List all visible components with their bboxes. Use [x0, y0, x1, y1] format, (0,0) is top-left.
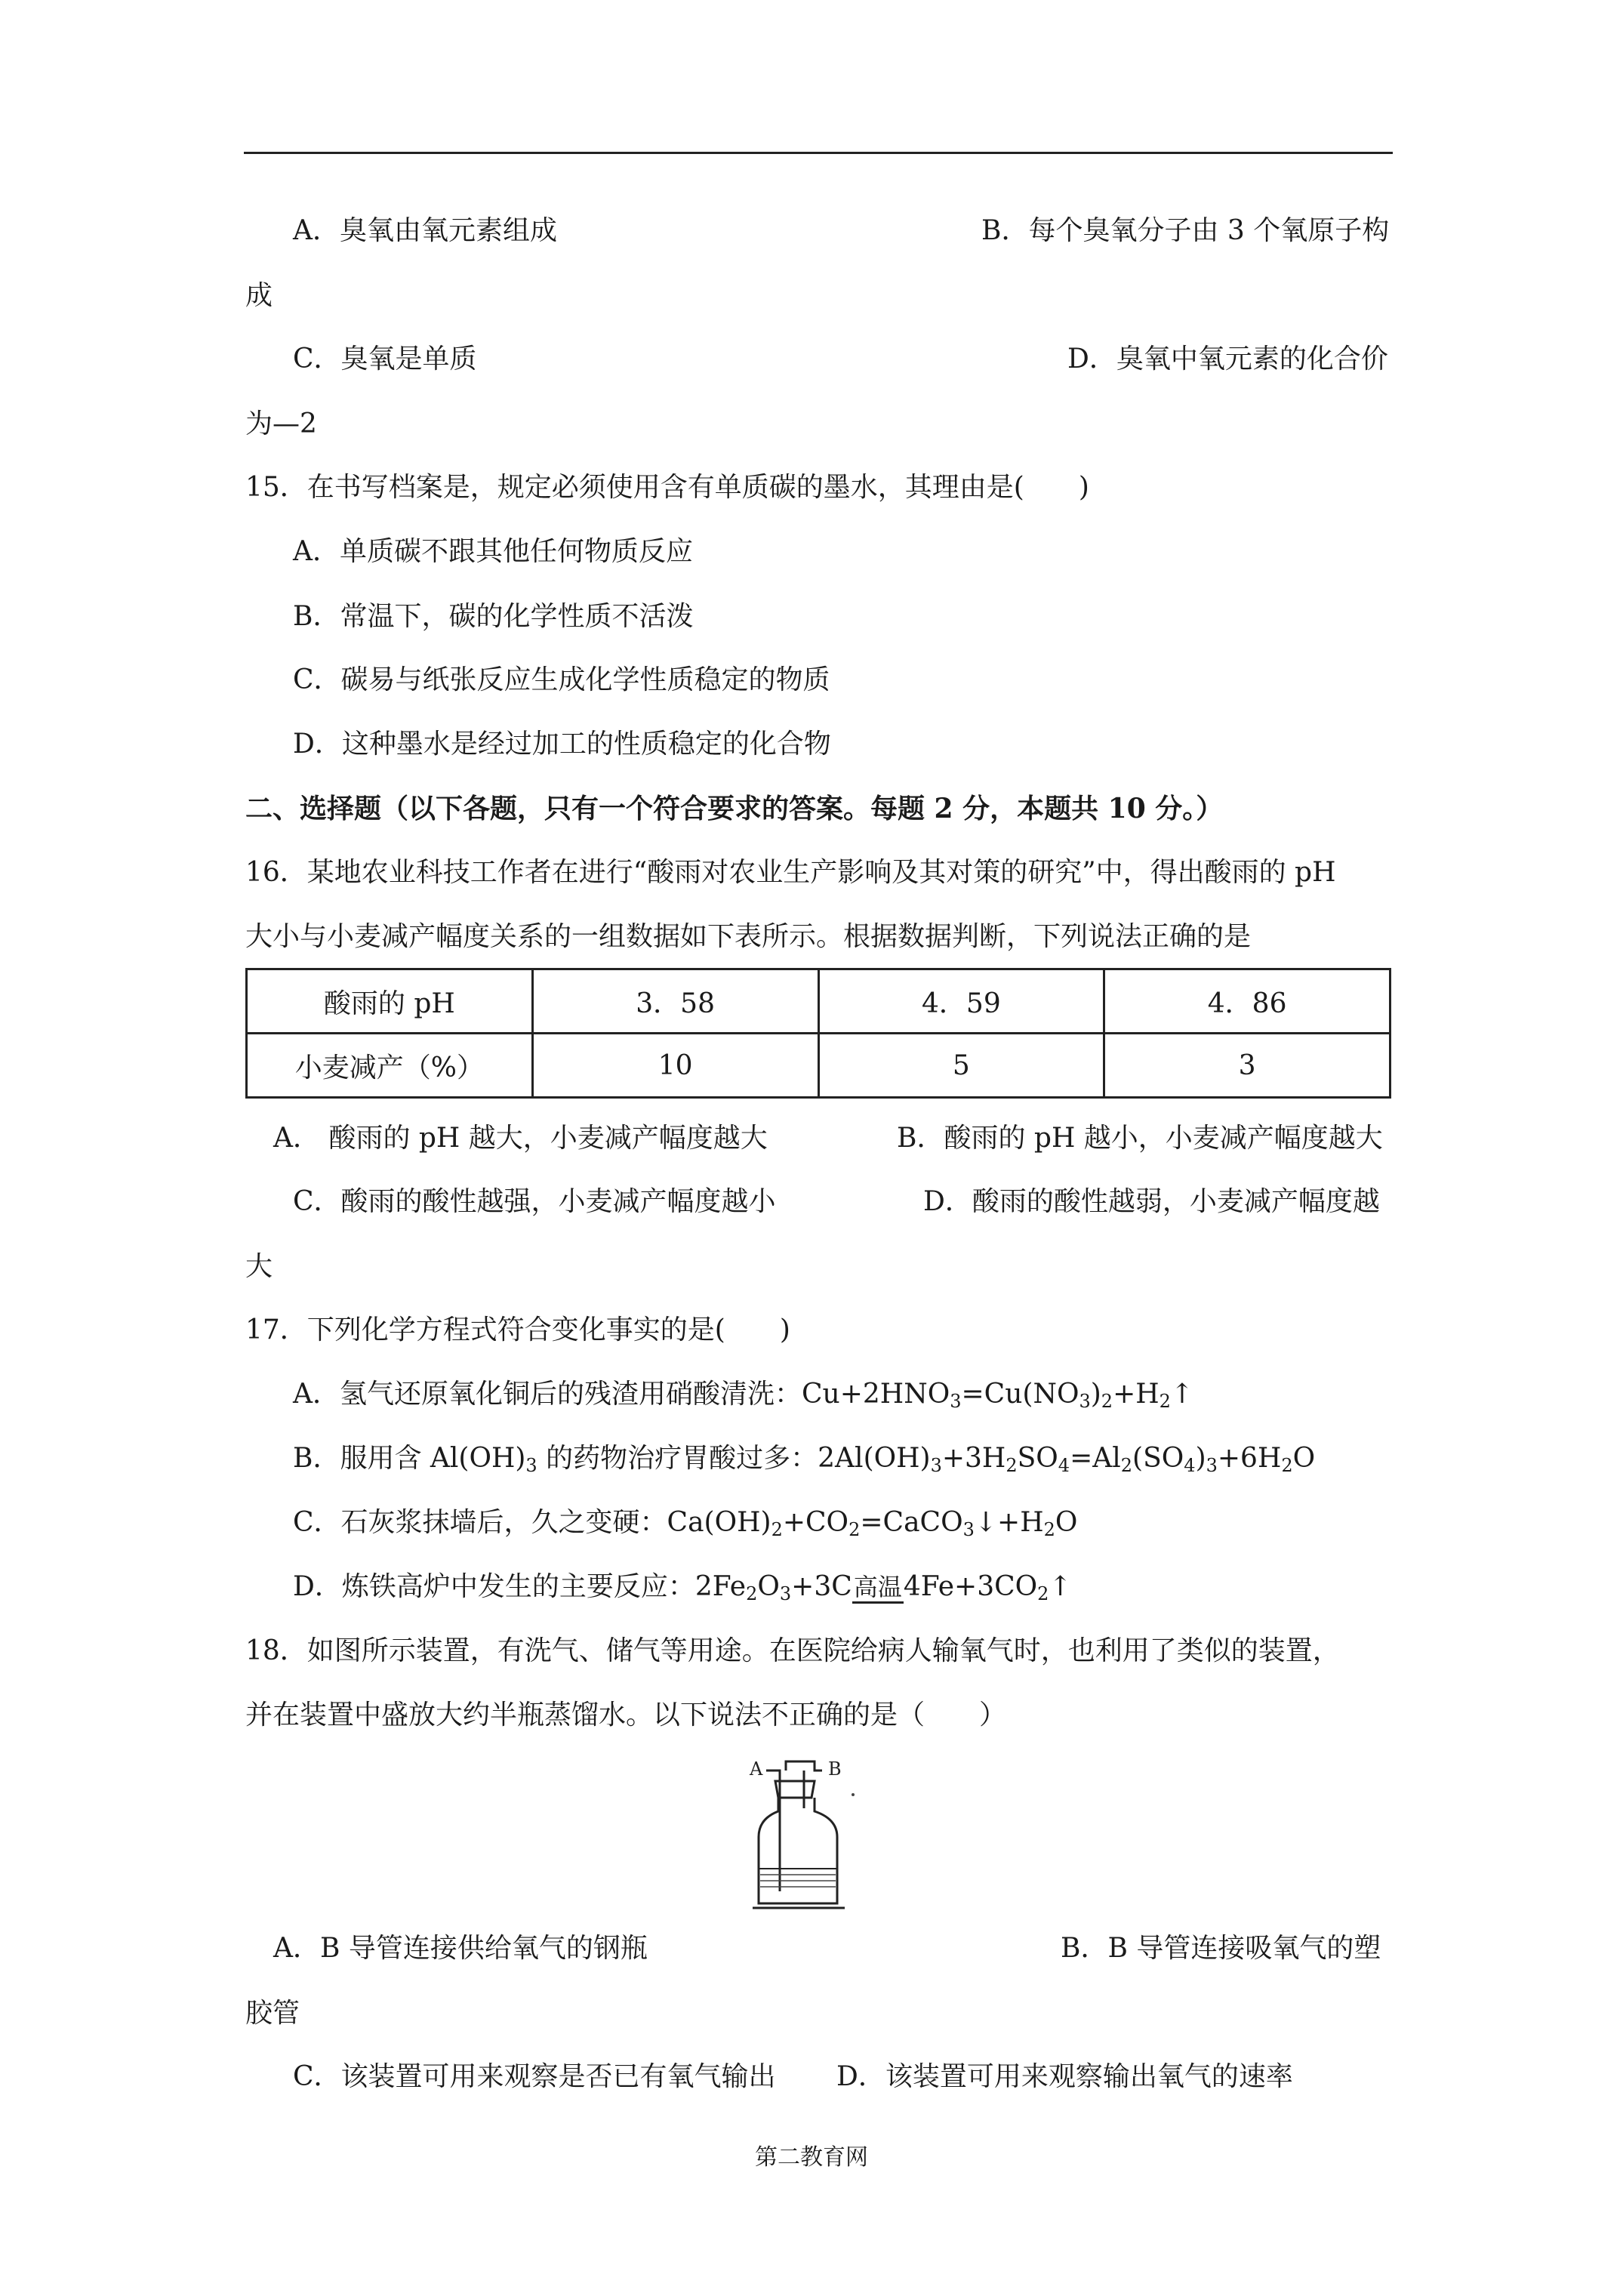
q17-option-d: [293, 1569, 1072, 1605]
q17-option-b-text: B．服用含: [293, 1443, 430, 1474]
q17-equation-a: $Cu+2HNO_3=Cu(NO_3)_2+H_2↑$: [802, 1379, 1194, 1412]
q17-equation-c: $Ca(OH)_2+CO_2=CaCO_3↓+H_2O$: [667, 1507, 1078, 1540]
q16-stem-line2: 大小与小麦减产幅度关系的一组数据如下表所示。根据数据判断，下列说法正确的是: [245, 921, 1252, 952]
q18-option-c: C．该装置可用来观察是否已有氧气输出: [293, 2061, 776, 2092]
bottle: [759, 1798, 837, 1903]
table-cell: 小麦减产（%）: [247, 1034, 533, 1098]
q18-option-d: D．该装置可用来观察输出氧气的速率: [836, 2061, 1293, 2092]
q15-option-d: D．这种墨水是经过加工的性质稳定的化合物: [293, 729, 831, 760]
page-footer: 第二教育网: [755, 2144, 868, 2171]
table-cell: 4．59: [818, 969, 1104, 1034]
q16-option-d: D．酸雨的酸性越弱，小麦减产幅度越: [923, 1186, 1380, 1217]
table-cell: 4．86: [1104, 969, 1390, 1034]
figure-label-b: B: [828, 1758, 842, 1780]
q14-option-c: C．臭氧是单质: [293, 344, 477, 374]
q17-option-a: [293, 1376, 1193, 1413]
table-cell: 酸雨的 pH: [247, 969, 533, 1034]
q18-stem-line2: 并在装置中盛放大约半瓶蒸馏水。以下说法不正确的是（ ）: [245, 1700, 1007, 1730]
q16-stem-line1: 16．某地农业科技工作者在进行“酸雨对农业生产影响及其对策的研究”中，得出酸雨的 pH: [245, 857, 1336, 888]
q17-stem: 17．下列化学方程式符合变化事实的是( ): [245, 1314, 790, 1345]
gas-washing-bottle-diagram: [744, 1755, 895, 1918]
section-2-heading: 二、选择题（以下各题，只有一个符合要求的答案。每题 2 分，本题共 10 分。）: [245, 793, 1224, 824]
q17-option-b: [293, 1441, 1315, 1477]
table-cell: 3．58: [532, 969, 818, 1034]
q16-option-d-continuation: 大: [245, 1251, 273, 1282]
q17-option-c-text: C．石灰浆抹墙后，久之变硬：: [293, 1507, 667, 1538]
table-row: [247, 1034, 1390, 1098]
q18-option-a: A．B 导管连接供给氧气的钢瓶: [273, 1933, 648, 1964]
figure-label-a: A: [750, 1758, 763, 1780]
q18-option-b: B．B 导管连接吸氧气的塑: [1061, 1933, 1381, 1964]
q16-data-table: [245, 968, 1391, 1099]
q14-option-d-continuation: 为—2: [245, 408, 317, 439]
q16-option-b: B．酸雨的 pH 越小，小麦减产幅度越大: [897, 1123, 1383, 1154]
q17-option-a-text: A．氢气还原氧化铜后的残渣用硝酸清洗：: [293, 1379, 802, 1410]
q16-option-a: A． 酸雨的 pH 越大，小麦减产幅度越大: [273, 1123, 768, 1154]
q14-option-b: B．每个臭氧分子由 3 个氧原子构: [981, 215, 1390, 246]
q16-option-c: C．酸雨的酸性越强，小麦减产幅度越小: [293, 1186, 776, 1217]
q15-option-a: A．单质碳不跟其他任何物质反应: [293, 536, 693, 567]
q17-option-d-text: D．炼铁高炉中发生的主要反应：: [293, 1571, 695, 1602]
q15-option-b: B．常温下，碳的化学性质不活泼: [293, 601, 694, 632]
q14-option-b-continuation: 成: [245, 280, 273, 311]
q15-option-c: C．碳易与纸张反应生成化学性质稳定的物质: [293, 664, 830, 695]
table-cell: 10: [532, 1034, 818, 1098]
q17-option-c: [293, 1505, 1077, 1541]
table-cell: 3: [1104, 1034, 1390, 1098]
q18-stem-line1: 18．如图所示装置，有洗气、储气等用途。在医院给病人输氧气时，也利用了类似的装置，: [245, 1635, 1340, 1666]
table-cell: 5: [818, 1034, 1104, 1098]
q17-option-b-text2: 的药物治疗胃酸过多：: [537, 1443, 818, 1474]
figure-dot: [852, 1793, 855, 1796]
q17-equation-b: $2Al(OH)_3+3H_2SO_4=Al_2(SO_4)_3+6H_2O$: [818, 1443, 1316, 1476]
q17-heat-condition: 高温: [852, 1569, 904, 1605]
q14-option-d: D．臭氧中氧元素的化合价: [1067, 344, 1388, 374]
q17-formula-aloh3: $Al(OH)_3$: [430, 1443, 537, 1476]
q14-option-a: A．臭氧由氧元素组成: [293, 215, 557, 246]
q18-option-b-continuation: 胶管: [245, 1998, 300, 2029]
stopper: [775, 1781, 815, 1798]
tube-top: [786, 1761, 822, 1771]
header-rule: [244, 152, 1393, 154]
q15-stem: 15．在书写档案是，规定必须使用含有单质碳的墨水，其理由是( ): [245, 472, 1089, 503]
table-row: [247, 969, 1390, 1034]
q17-equation-d: $2Fe_2O_3+3C$高温$4Fe+3CO_2↑$: [695, 1571, 1072, 1602]
